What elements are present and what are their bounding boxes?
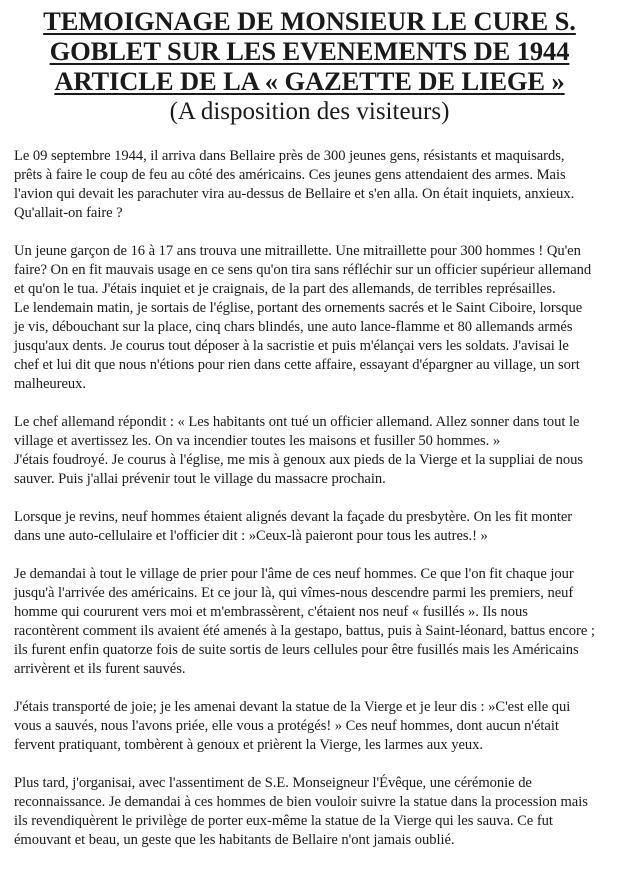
title-line-2: GOBLET SUR LES EVENEMENTS DE 1944 [49, 36, 570, 66]
paragraph-7: Plus tard, j'organisai, avec l'assentiment de S.E. Monseigneur l'Évêque, une cérémonie de reconnaissance. Je demandai à ces hommes de bien vouloir suivre la statue dans la procession mais ils revendiquèrent le privilège de porter eux-même la statue de la Vierge qui les sauva. Ce fut émouvant et beau, un geste que les habitants de Bellaire n'ont jamais oublié. [14, 775, 588, 848]
paragraph-3: Le chef allemand répondit : « Les habitants ont tué un officier allemand. Allez sonner dans tout le village et avertissez les. On va incendier toutes les maisons et fusiller 50 hommes. » J'étais foudroyé. Je courus à l'église, me mis à genoux aux pieds de la Vierge et la suppliai de nous sauver. Puis j'allai prévenir tout le village du massacre prochain. [14, 414, 584, 487]
paragraph-5: Je demandai à tout le village de prier pour l'âme de ces neuf hommes. Ce que l'on fit chaque jour jusqu'à l'arrivée des américains. Et ce jour là, qui vîmes-nous descendre parmi les premiers, neuf homme qui coururent vers moi et m'embrassèrent, c'étaient nos neuf « fusillés ». Ils nous racontèrent comment ils avaient été amenés à la gestapo, battus, puis à Saint-léonard, battus encore ; ils furent enfin quatorze fois de suite sortis de leurs cellules pour être fusillés mais les Américains arrivèrent et ils furent sauvés. [14, 566, 595, 677]
paragraph-1: Le 09 septembre 1944, il arriva dans Bellaire près de 300 jeunes gens, résistants et maquisards, prêts à faire le coup de feu au côté des américains. Ces jeunes gens attendaient des armes. Mais l'avion qui devait les parachuter vira au-dessus de Bellaire et s'en alla. On était inquiets, anxieux. Qu'allait-on faire ? [14, 148, 575, 221]
document-header [0, 6, 619, 127]
article-body [14, 147, 614, 869]
title-line-3: ARTICLE DE LA « GAZETTE DE LIEGE » [54, 66, 565, 96]
subtitle: (A disposition des visiteurs) [169, 98, 450, 125]
paragraph-4: Lorsque je revins, neuf hommes étaient alignés devant la façade du presbytère. On les fit monter dans une auto-cellulaire et l'officier dit : »Ceux-là paieront pour tous les autres.! » [14, 509, 573, 544]
paragraph-2: Un jeune garçon de 16 à 17 ans trouva une mitraillette. Une mitraillette pour 300 hommes ! Qu'en faire? On en fit mauvais usage en ce sens qu'on tira sans réfléchir sur un officier supérieur allemand et qu'on le tua. J'étais inquiet et je craignais, de la part des allemands, de terribles représailles. Le lendemain matin, je sortais de l'église, portant des ornements sacrés et le Saint Ciboire, lorsque je vis, débouchant sur la place, cinq chars blindés, une auto lance-flamme et 80 allemands armés jusqu'aux dents. Je courus tout déposer à la sacristie et puis m'élançai vers les soldats. J'avisai le chef et lui dit que nous n'étions pour rien dans cette affaire, essayant d'épargner au village, un sort malheureux. [14, 243, 592, 392]
paragraph-6: J'étais transporté de joie; je les amenai devant la statue de la Vierge et je leur dis : »C'est elle qui vous a sauvés, nous l'avons priée, elle vous a protégés! » Ces neuf hommes, dont aucun n'était fervent pratiquant, tombèrent à genoux et prièrent la Vierge, les larmes aux yeux. [14, 699, 571, 753]
title-line-1: TEMOIGNAGE DE MONSIEUR LE CURE S. [43, 6, 576, 36]
